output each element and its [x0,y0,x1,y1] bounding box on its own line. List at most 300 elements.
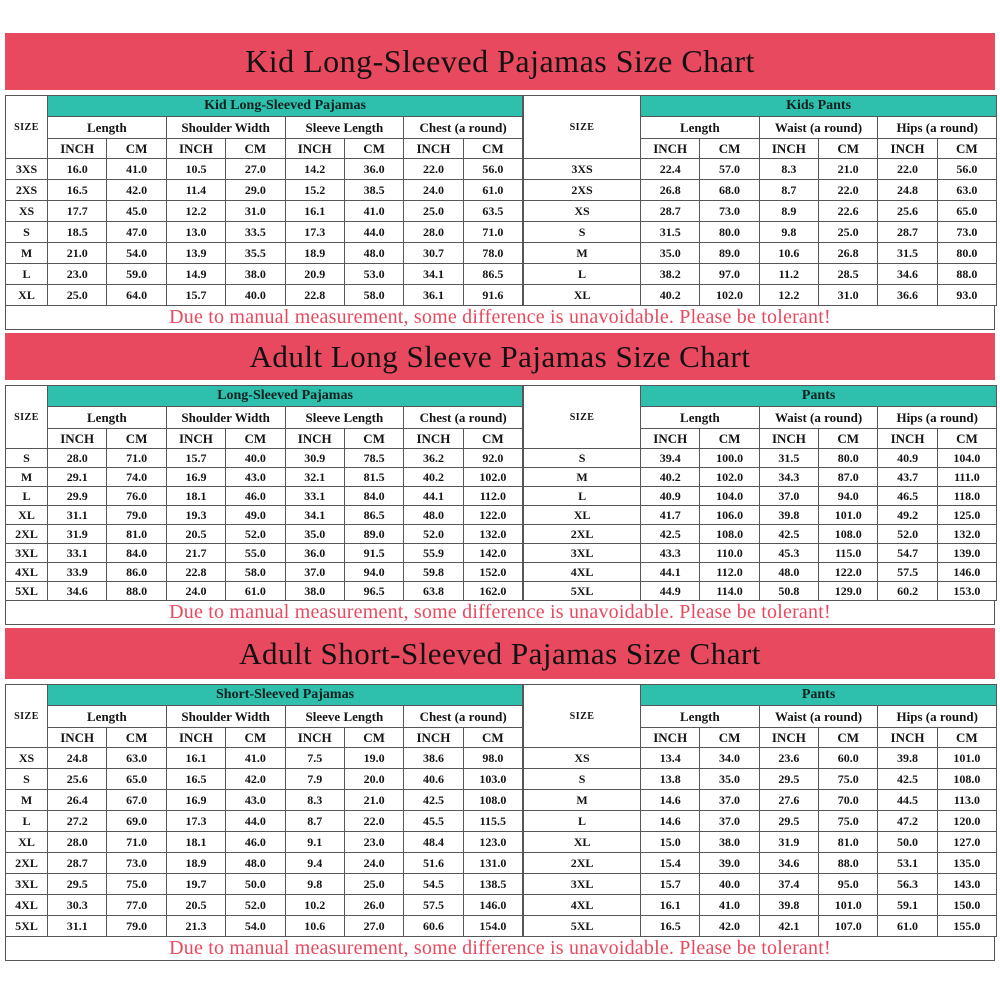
size-data-row [6,243,523,264]
measurement-value-cell: 16.5 [166,769,225,790]
measurement-value-cell: 16.1 [285,201,344,222]
measurement-value-cell: 16.9 [166,468,225,487]
measurement-value-cell: 106.0 [700,506,759,525]
measurement-value-cell: 95.0 [819,874,878,895]
measurement-value-cell: 41.0 [107,159,166,180]
measurement-value-cell: 18.1 [166,832,225,853]
measurement-value-cell: 24.0 [404,180,463,201]
size-data-row [6,748,523,769]
size-cell: 2XL [524,525,641,544]
measurement-group-header: Chest (a round) [404,706,523,728]
measurement-value-cell: 15.7 [166,285,225,306]
measurement-value-cell: 28.7 [641,201,700,222]
measurement-value-cell: 25.6 [878,201,937,222]
measurement-value-cell: 15.7 [641,874,700,895]
unit-header-cell: INCH [759,139,818,159]
unit-header-cell: INCH [48,429,107,449]
unit-header-cell: CM [463,429,522,449]
size-cell: M [6,468,48,487]
measurement-value-cell: 104.0 [700,487,759,506]
measurement-value-cell: 111.0 [937,468,996,487]
measurement-value-cell: 103.0 [463,769,522,790]
measurement-group-header: Hips (a round) [878,407,997,429]
size-data-row [524,525,997,544]
measurement-value-cell: 47.2 [878,811,937,832]
size-cell: S [524,449,641,468]
measurement-value-cell: 112.0 [700,563,759,582]
measurement-value-cell: 42.5 [404,790,463,811]
measurement-value-cell: 59.8 [404,563,463,582]
size-cell: M [6,243,48,264]
size-data-row [6,285,523,306]
size-data-row [524,563,997,582]
measurement-value-cell: 79.0 [107,916,166,937]
measurement-value-cell: 9.8 [285,874,344,895]
size-cell: M [524,790,641,811]
kid-pants-size-table [523,95,997,306]
size-data-row [6,222,523,243]
measurement-value-cell: 42.5 [878,769,937,790]
measurement-value-cell: 63.5 [463,201,522,222]
measurement-value-cell: 71.0 [463,222,522,243]
measurement-value-cell: 11.4 [166,180,225,201]
size-cell: XS [6,748,48,769]
unit-header-cell: CM [463,728,522,748]
tables-row [5,95,995,306]
measurement-value-cell: 138.5 [463,874,522,895]
measurement-value-cell: 101.0 [819,895,878,916]
measurement-value-cell: 49.2 [878,506,937,525]
size-data-row [6,468,523,487]
measurement-value-cell: 46.0 [226,832,285,853]
measurement-value-cell: 18.9 [166,853,225,874]
measurement-value-cell: 19.7 [166,874,225,895]
measurement-value-cell: 37.0 [700,811,759,832]
measurement-group-header: Chest (a round) [404,117,523,139]
measurement-value-cell: 118.0 [937,487,996,506]
size-data-row [6,916,523,937]
measurement-value-cell: 146.0 [937,563,996,582]
measurement-value-cell: 32.1 [285,468,344,487]
section-title: Adult Long Sleeve Pajamas Size Chart [249,338,751,374]
size-data-row [524,769,997,790]
measurement-group-header: Waist (a round) [759,117,878,139]
measurement-value-cell: 112.0 [463,487,522,506]
measurement-value-cell: 38.0 [226,264,285,285]
unit-header-cell: CM [819,139,878,159]
measurement-value-cell: 33.5 [226,222,285,243]
measurement-value-cell: 94.0 [819,487,878,506]
measurement-value-cell: 23.6 [759,748,818,769]
unit-header-cell: CM [700,139,759,159]
measurement-value-cell: 54.0 [226,916,285,937]
measurement-value-cell: 36.6 [878,285,937,306]
measurement-value-cell: 53.0 [344,264,403,285]
measurement-value-cell: 41.7 [641,506,700,525]
measurement-value-cell: 27.2 [48,811,107,832]
size-cell: XL [524,506,641,525]
measurement-group-header: Length [48,706,167,728]
size-cell: S [524,222,641,243]
measurement-value-cell: 22.6 [819,201,878,222]
measurement-value-cell: 24.8 [48,748,107,769]
measurement-value-cell: 70.0 [819,790,878,811]
measurement-value-cell: 9.4 [285,853,344,874]
unit-header-cell: INCH [166,429,225,449]
size-data-row [524,243,997,264]
measurement-value-cell: 26.8 [641,180,700,201]
unit-header-cell: INCH [48,139,107,159]
measurement-value-cell: 68.0 [700,180,759,201]
measurement-value-cell: 74.0 [107,468,166,487]
measurement-value-cell: 78.0 [463,243,522,264]
unit-header-cell: INCH [878,139,937,159]
measurement-value-cell: 56.3 [878,874,937,895]
size-data-row [6,790,523,811]
measurement-value-cell: 31.0 [819,285,878,306]
measurement-value-cell: 22.0 [404,159,463,180]
disclaimer-note: Due to manual measurement, some difference is unavoidable. Please be tolerant! [5,306,995,330]
measurement-value-cell: 44.1 [641,563,700,582]
disclaimer-note: Due to manual measurement, some difference is unavoidable. Please be tolerant! [5,937,995,961]
measurement-value-cell: 7.5 [285,748,344,769]
size-cell: S [524,769,641,790]
table-header-row [524,386,997,407]
measurement-value-cell: 31.5 [878,243,937,264]
measurement-value-cell: 10.6 [759,243,818,264]
measurement-value-cell: 16.1 [166,748,225,769]
measurement-value-cell: 42.0 [226,769,285,790]
size-cell: 3XS [6,159,48,180]
measurement-value-cell: 13.4 [641,748,700,769]
measurement-value-cell: 48.0 [226,853,285,874]
size-cell: XS [6,201,48,222]
measurement-value-cell: 24.0 [166,582,225,601]
size-data-row [6,506,523,525]
size-cell: S [6,769,48,790]
measurement-value-cell: 43.3 [641,544,700,563]
measurement-value-cell: 17.3 [166,811,225,832]
measurement-value-cell: 60.6 [404,916,463,937]
measurement-value-cell: 33.1 [48,544,107,563]
measurement-value-cell: 8.3 [759,159,818,180]
measurement-group-header: Hips (a round) [878,117,997,139]
measurement-group-header: Waist (a round) [759,407,878,429]
measurement-value-cell: 127.0 [937,832,996,853]
size-cell: XL [6,506,48,525]
measurement-group-header: Chest (a round) [404,407,523,429]
measurement-value-cell: 41.0 [700,895,759,916]
section-kid-long-sleeved [5,33,995,330]
size-cell: 2XL [6,525,48,544]
size-cell: L [524,811,641,832]
measurement-value-cell: 37.0 [700,790,759,811]
measurement-value-cell: 73.0 [700,201,759,222]
unit-header-cell: CM [700,429,759,449]
measurement-value-cell: 23.0 [344,832,403,853]
size-data-row [6,525,523,544]
measurement-value-cell: 20.9 [285,264,344,285]
measurement-value-cell: 50.0 [226,874,285,895]
size-cell: 2XL [6,853,48,874]
size-data-row [6,853,523,874]
measurement-value-cell: 11.2 [759,264,818,285]
measurement-value-cell: 34.3 [759,468,818,487]
measurement-value-cell: 84.0 [107,544,166,563]
measurement-value-cell: 53.1 [878,853,937,874]
size-data-row [524,506,997,525]
measurement-value-cell: 139.0 [937,544,996,563]
measurement-value-cell: 122.0 [463,506,522,525]
unit-header-cell: INCH [641,429,700,449]
measurement-value-cell: 13.0 [166,222,225,243]
measurement-value-cell: 48.0 [404,506,463,525]
measurement-value-cell: 49.0 [226,506,285,525]
size-cell: XL [6,285,48,306]
size-data-row [6,563,523,582]
measurement-value-cell: 115.5 [463,811,522,832]
measurement-value-cell: 24.0 [344,853,403,874]
measurement-value-cell: 96.5 [344,582,403,601]
measurement-value-cell: 55.0 [226,544,285,563]
measurement-value-cell: 69.0 [107,811,166,832]
measurement-value-cell: 59.1 [878,895,937,916]
size-data-row [524,222,997,243]
measurement-value-cell: 78.5 [344,449,403,468]
size-data-row [6,811,523,832]
group-header-row [6,407,523,429]
measurement-value-cell: 30.7 [404,243,463,264]
unit-header-cell: INCH [641,728,700,748]
size-data-row [6,582,523,601]
measurement-group-header: Hips (a round) [878,706,997,728]
measurement-value-cell: 50.0 [878,832,937,853]
measurement-value-cell: 14.6 [641,811,700,832]
unit-header-row [6,728,523,748]
measurement-value-cell: 55.9 [404,544,463,563]
measurement-value-cell: 102.0 [700,468,759,487]
measurement-value-cell: 22.0 [819,180,878,201]
measurement-value-cell: 44.0 [226,811,285,832]
table-title-cell: Pants [641,685,997,706]
measurement-value-cell: 93.0 [937,285,996,306]
measurement-value-cell: 20.0 [344,769,403,790]
size-data-row [6,769,523,790]
size-cell: M [524,468,641,487]
measurement-value-cell: 27.0 [226,159,285,180]
measurement-value-cell: 42.0 [700,916,759,937]
unit-header-cell: CM [344,429,403,449]
measurement-value-cell: 21.3 [166,916,225,937]
measurement-value-cell: 132.0 [463,525,522,544]
measurement-value-cell: 153.0 [937,582,996,601]
size-cell: 5XL [6,916,48,937]
unit-header-cell: CM [937,728,996,748]
size-cell: M [524,243,641,264]
measurement-value-cell: 29.1 [48,468,107,487]
measurement-value-cell: 34.6 [759,853,818,874]
measurement-value-cell: 23.0 [48,264,107,285]
measurement-value-cell: 9.8 [759,222,818,243]
size-cell: 2XS [6,180,48,201]
unit-header-cell: INCH [878,429,937,449]
measurement-value-cell: 146.0 [463,895,522,916]
measurement-value-cell: 19.3 [166,506,225,525]
unit-header-cell: INCH [166,728,225,748]
measurement-value-cell: 52.0 [226,525,285,544]
size-cell: L [6,264,48,285]
measurement-value-cell: 12.2 [759,285,818,306]
measurement-value-cell: 65.0 [937,201,996,222]
measurement-value-cell: 31.9 [759,832,818,853]
unit-header-cell: INCH [285,139,344,159]
unit-header-cell: INCH [878,728,937,748]
measurement-value-cell: 29.5 [759,769,818,790]
measurement-value-cell: 54.7 [878,544,937,563]
measurement-value-cell: 34.6 [878,264,937,285]
measurement-value-cell: 29.5 [48,874,107,895]
measurement-value-cell: 20.5 [166,525,225,544]
size-cell: 5XL [524,916,641,937]
measurement-value-cell: 86.5 [463,264,522,285]
measurement-value-cell: 26.0 [344,895,403,916]
unit-header-cell: INCH [404,429,463,449]
size-data-row [6,180,523,201]
size-data-row [524,811,997,832]
unit-header-cell: CM [819,728,878,748]
measurement-value-cell: 25.0 [344,874,403,895]
size-data-row [524,201,997,222]
measurement-value-cell: 152.0 [463,563,522,582]
measurement-value-cell: 47.0 [107,222,166,243]
section-title: Adult Short-Sleeved Pajamas Size Chart [239,635,761,671]
measurement-value-cell: 16.5 [641,916,700,937]
size-cell: 4XL [6,895,48,916]
measurement-value-cell: 44.0 [344,222,403,243]
measurement-value-cell: 52.0 [404,525,463,544]
measurement-value-cell: 57.5 [404,895,463,916]
size-data-row [524,544,997,563]
measurement-value-cell: 34.0 [700,748,759,769]
measurement-group-header: Length [48,117,167,139]
measurement-value-cell: 97.0 [700,264,759,285]
measurement-value-cell: 51.6 [404,853,463,874]
measurement-value-cell: 40.0 [226,449,285,468]
size-column-header: SIZE [6,685,48,748]
measurement-value-cell: 52.0 [226,895,285,916]
measurement-value-cell: 52.0 [878,525,937,544]
size-cell: 3XL [6,874,48,895]
tables-row [5,684,995,937]
size-data-row [524,180,997,201]
measurement-value-cell: 104.0 [937,449,996,468]
measurement-value-cell: 79.0 [107,506,166,525]
measurement-value-cell: 132.0 [937,525,996,544]
size-column-header: SIZE [524,386,641,449]
measurement-value-cell: 39.8 [878,748,937,769]
measurement-value-cell: 28.0 [48,832,107,853]
measurement-value-cell: 150.0 [937,895,996,916]
measurement-value-cell: 14.2 [285,159,344,180]
table-header-row [524,685,997,706]
adult-long-pants-size-table [523,385,997,601]
measurement-value-cell: 42.0 [107,180,166,201]
measurement-value-cell: 46.0 [226,487,285,506]
measurement-value-cell: 100.0 [700,449,759,468]
size-data-row [6,874,523,895]
tables-row [5,385,995,601]
measurement-group-header: Sleeve Length [285,117,404,139]
measurement-value-cell: 34.1 [285,506,344,525]
measurement-value-cell: 43.0 [226,468,285,487]
size-cell: XS [524,748,641,769]
measurement-value-cell: 29.9 [48,487,107,506]
measurement-group-header: Length [641,706,760,728]
unit-header-cell: CM [107,728,166,748]
measurement-value-cell: 98.0 [463,748,522,769]
measurement-value-cell: 37.0 [759,487,818,506]
measurement-value-cell: 36.2 [404,449,463,468]
measurement-value-cell: 86.0 [107,563,166,582]
size-data-row [524,264,997,285]
measurement-value-cell: 21.0 [819,159,878,180]
group-header-row [6,117,523,139]
measurement-value-cell: 38.6 [404,748,463,769]
measurement-value-cell: 22.4 [641,159,700,180]
group-header-row [6,706,523,728]
measurement-value-cell: 48.0 [344,243,403,264]
measurement-value-cell: 17.7 [48,201,107,222]
measurement-value-cell: 9.1 [285,832,344,853]
measurement-value-cell: 36.0 [285,544,344,563]
size-cell: 5XL [6,582,48,601]
measurement-value-cell: 39.4 [641,449,700,468]
size-cell: M [6,790,48,811]
measurement-value-cell: 10.5 [166,159,225,180]
measurement-value-cell: 30.3 [48,895,107,916]
kid-pajamas-size-table [5,95,523,306]
size-cell: XL [524,285,641,306]
section-adult-short-sleeved [5,628,995,961]
size-data-row [524,285,997,306]
measurement-value-cell: 110.0 [700,544,759,563]
measurement-value-cell: 80.0 [937,243,996,264]
measurement-value-cell: 40.2 [641,285,700,306]
measurement-value-cell: 123.0 [463,832,522,853]
table-title-cell: Short-Sleeved Pajamas [48,685,523,706]
size-data-row [524,582,997,601]
measurement-value-cell: 48.4 [404,832,463,853]
unit-header-row [6,429,523,449]
measurement-value-cell: 25.0 [48,285,107,306]
measurement-value-cell: 28.7 [48,853,107,874]
measurement-value-cell: 28.5 [819,264,878,285]
measurement-value-cell: 40.0 [226,285,285,306]
section-adult-long-sleeve [5,333,995,625]
measurement-value-cell: 12.2 [166,201,225,222]
measurement-value-cell: 35.0 [700,769,759,790]
measurement-value-cell: 19.0 [344,748,403,769]
measurement-value-cell: 30.9 [285,449,344,468]
measurement-value-cell: 142.0 [463,544,522,563]
size-data-row [6,487,523,506]
measurement-value-cell: 162.0 [463,582,522,601]
measurement-value-cell: 42.5 [641,525,700,544]
disclaimer-note: Due to manual measurement, some difference is unavoidable. Please be tolerant! [5,601,995,625]
measurement-group-header: Length [641,407,760,429]
measurement-value-cell: 48.0 [759,563,818,582]
measurement-value-cell: 20.5 [166,895,225,916]
